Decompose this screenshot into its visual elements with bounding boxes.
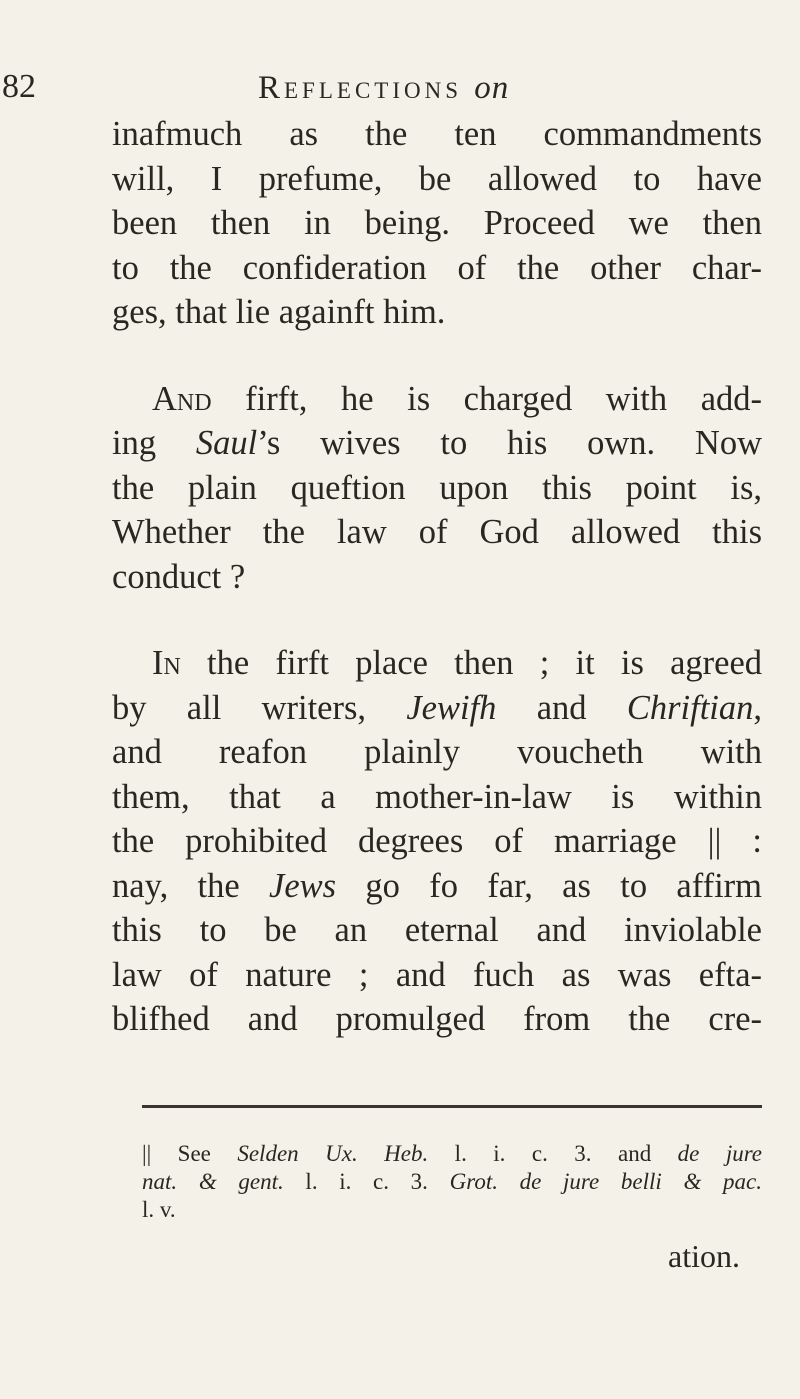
text-line: the plain queftion upon this point is, (112, 468, 762, 507)
running-head (258, 72, 509, 105)
italic-word: nat. (142, 1169, 178, 1194)
italic-word: & (177, 1169, 239, 1194)
text-span: l. i. c. 3. and (428, 1141, 678, 1166)
text-span: See (151, 1141, 238, 1166)
text-line: them, that a mother-in-law is within (112, 777, 762, 816)
text-span: the firft place then ; it is agreed (207, 644, 763, 682)
italic-word: Chriftian (626, 688, 754, 727)
paragraph-lead-word: And (152, 379, 212, 418)
page-number: 82 (2, 68, 36, 105)
italic-word: Jews (269, 866, 337, 905)
text-span: and (496, 688, 627, 727)
footnote-line (142, 1140, 762, 1168)
italic-word: & (661, 1169, 724, 1194)
italic-word: gent. (238, 1169, 284, 1194)
text-line: the prohibited degrees of marriage || : (112, 822, 762, 860)
text-line: law of nature ; and fuch as was efta- (112, 955, 762, 994)
footnote-line (142, 1168, 762, 1196)
text-line: blifhed and promulged from the cre- (112, 1000, 762, 1038)
text-line (112, 377, 762, 422)
footnote-marker: || (142, 1141, 152, 1166)
italic-word: de jure belli (497, 1169, 662, 1194)
text-line: Whether the law of God allowed this (112, 513, 762, 551)
footnote-line: l. v. (142, 1197, 176, 1222)
text-line (112, 864, 762, 909)
italic-word: Selden (237, 1141, 299, 1166)
text-line: conduct ? (112, 557, 246, 596)
italic-word: Jewifh (406, 688, 497, 727)
text-span: ing (112, 424, 196, 462)
running-head-on: on (474, 70, 510, 106)
text-line: to the confideration of the other char- (112, 248, 762, 287)
text-line: ges, that lie againft him. (112, 293, 446, 331)
paragraph-lead-word: In (152, 644, 181, 682)
paragraph-3 (112, 641, 762, 1042)
text-line: and reafon plainly voucheth with (112, 733, 762, 771)
text-line: inafmuch as the ten commandments (112, 115, 762, 153)
text-span: nay, the (112, 866, 270, 905)
body-text (112, 112, 762, 1042)
text-span: l. i. c. 3. (283, 1169, 450, 1194)
text-span: ’s wives to his own. Now (257, 424, 763, 462)
text-line (112, 641, 762, 686)
italic-word: Grot. (449, 1169, 498, 1194)
paragraph-2 (112, 377, 762, 600)
paragraph-1 (112, 112, 762, 335)
text-span: , (753, 688, 762, 727)
text-line (112, 421, 762, 466)
text-line: will, I prefume, be allowed to have (112, 159, 762, 198)
text-line: been then in being. Proceed we then (112, 204, 762, 242)
footnote-divider (142, 1105, 762, 1108)
text-span: firft, he is charged with add- (245, 379, 762, 418)
text-line: this to be an eternal and inviolable (112, 911, 762, 949)
italic-word: de jure (677, 1141, 763, 1166)
text-line (112, 686, 762, 731)
italic-name: Saul (195, 424, 258, 462)
italic-word: pac. (723, 1169, 763, 1194)
catchword: ation. (668, 1238, 740, 1274)
footnote (142, 1140, 762, 1224)
italic-word: Ux. Heb. (325, 1141, 429, 1166)
text-span: by all writers, (112, 688, 407, 727)
running-head-title: Reflections (258, 70, 463, 106)
text-span: go fo far, as to affirm (336, 866, 762, 905)
